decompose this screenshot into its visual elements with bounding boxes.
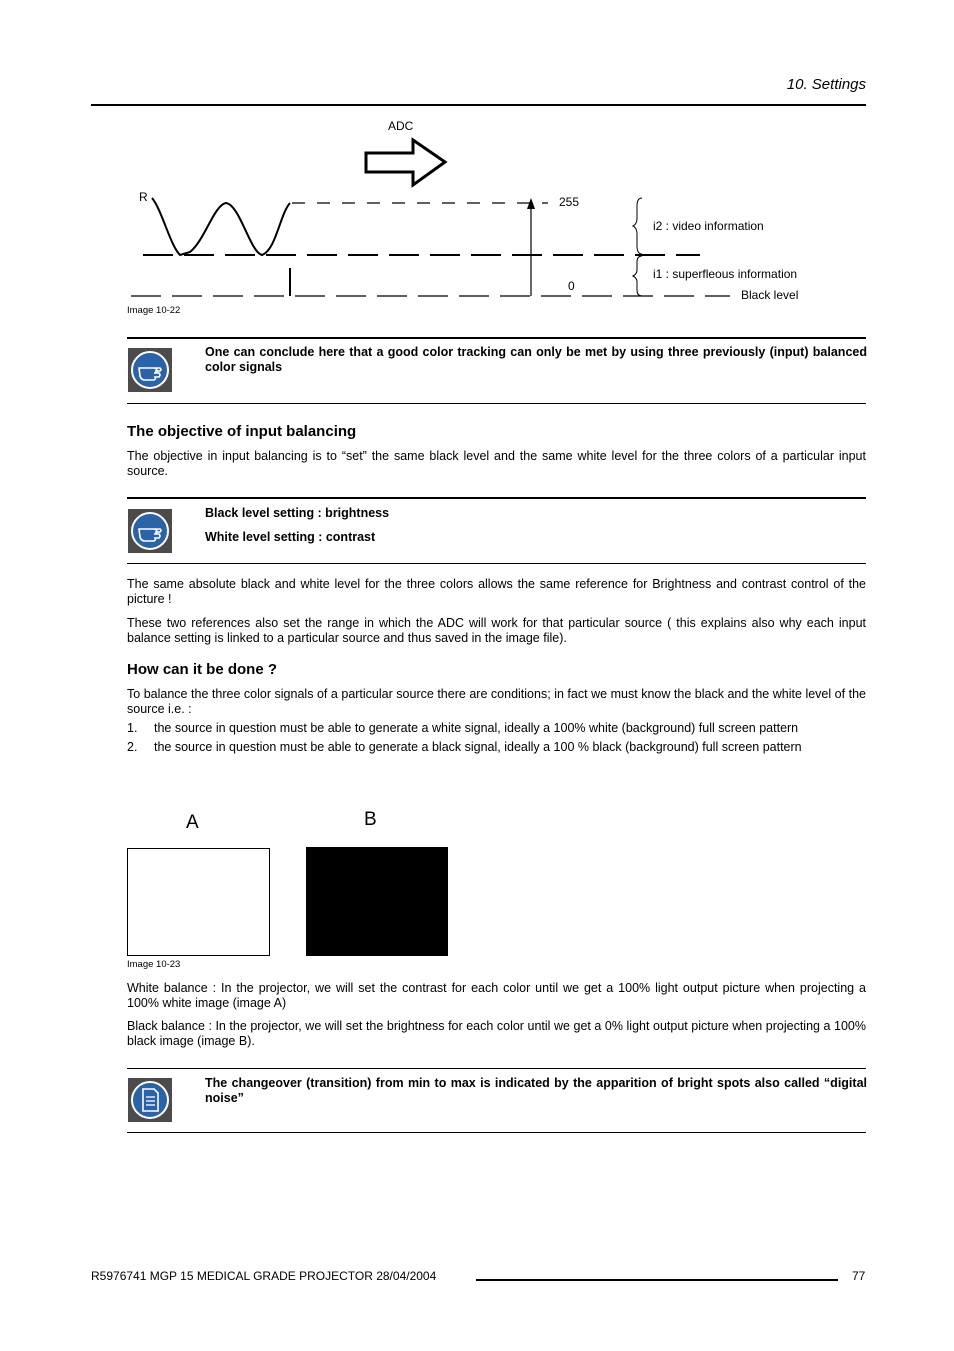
white-balance-paragraph: White balance : In the projector, we will set the contrast for each color until we get a 100% light output picture when projecting a 100% white image (image A) [127, 981, 866, 1010]
note3-top-rule [127, 1068, 866, 1069]
note3-bottom-rule [127, 1132, 866, 1133]
label-b: B [364, 809, 377, 830]
adc-arrow-icon [366, 140, 445, 185]
r-label: R [139, 190, 148, 204]
signal-waveform [152, 198, 290, 255]
brace-i2-icon [633, 198, 642, 254]
note2-line2: White level setting : contrast [205, 530, 376, 544]
adc-diagram [0, 0, 954, 320]
note2-line1: Black level setting : brightness [205, 506, 390, 520]
level-0-label: 0 [568, 279, 575, 293]
label-a: A [186, 812, 199, 833]
list-number: 1. [127, 721, 138, 735]
list-number: 2. [127, 740, 138, 754]
note1-bottom-rule [127, 403, 866, 404]
white-pattern-box [127, 848, 270, 956]
document-icon [128, 1078, 172, 1122]
note2-bottom-rule [127, 563, 866, 564]
page-number: 77 [852, 1269, 866, 1283]
paragraph-2: The same absolute black and white level for the three colors allows the same reference for Brightness and contrast control of the picture ! [127, 577, 866, 606]
list-text: the source in question must be able to generate a black signal, ideally a 100 % black (background) full screen pattern [154, 740, 802, 754]
note3-text: The changeover (transition) from min to max is indicated by the apparition of bright spots also called “digital noise” [205, 1076, 867, 1105]
level-255-label: 255 [559, 195, 580, 209]
hand-pointer-icon [128, 348, 172, 392]
hand-pointer-icon [128, 509, 172, 553]
i1-label: i1 : superfleous information [653, 267, 798, 281]
note1-text: One can conclude here that a good color tracking can only be met by using three previously (input) balanced color signals [205, 345, 867, 374]
adc-label: ADC [388, 119, 414, 133]
figure2-caption: Image 10-23 [127, 959, 181, 970]
paragraph-3: These two references also set the range in which the ADC will work for that particular source ( this explains also why each input balance setting is linked to a particular source and thus saved in the image file). [127, 616, 866, 645]
section2-heading: How can it be done ? [127, 661, 278, 678]
figure1-caption: Image 10-22 [127, 305, 181, 316]
black-level-label: Black level [741, 288, 799, 302]
note1-top-rule [127, 337, 866, 339]
i2-label: i2 : video information [653, 219, 764, 233]
black-balance-paragraph: Black balance : In the projector, we will set the brightness for each color until we get a 0% light output picture when projecting a 100% black image (image B). [127, 1019, 866, 1048]
footer-rule [476, 1279, 838, 1281]
section1-heading: The objective of input balancing [127, 423, 357, 440]
note2-top-rule [127, 497, 866, 499]
black-pattern-box [306, 847, 448, 956]
section1-paragraph: The objective in input balancing is to “set” the same black level and the same white level for the three colors of a particular input source. [127, 449, 866, 478]
footer-doc-info: R5976741 MGP 15 MEDICAL GRADE PROJECTOR 28/04/2004 [91, 1269, 437, 1283]
section2-paragraph: To balance the three color signals of a particular source there are conditions; in fact we must know the black and the white level of the source i.e. : [127, 687, 866, 716]
list-text: the source in question must be able to generate a white signal, ideally a 100% white (background) full screen pattern [154, 721, 799, 735]
brace-i1-icon [633, 256, 642, 296]
chapter-title: 10. Settings [786, 76, 866, 93]
